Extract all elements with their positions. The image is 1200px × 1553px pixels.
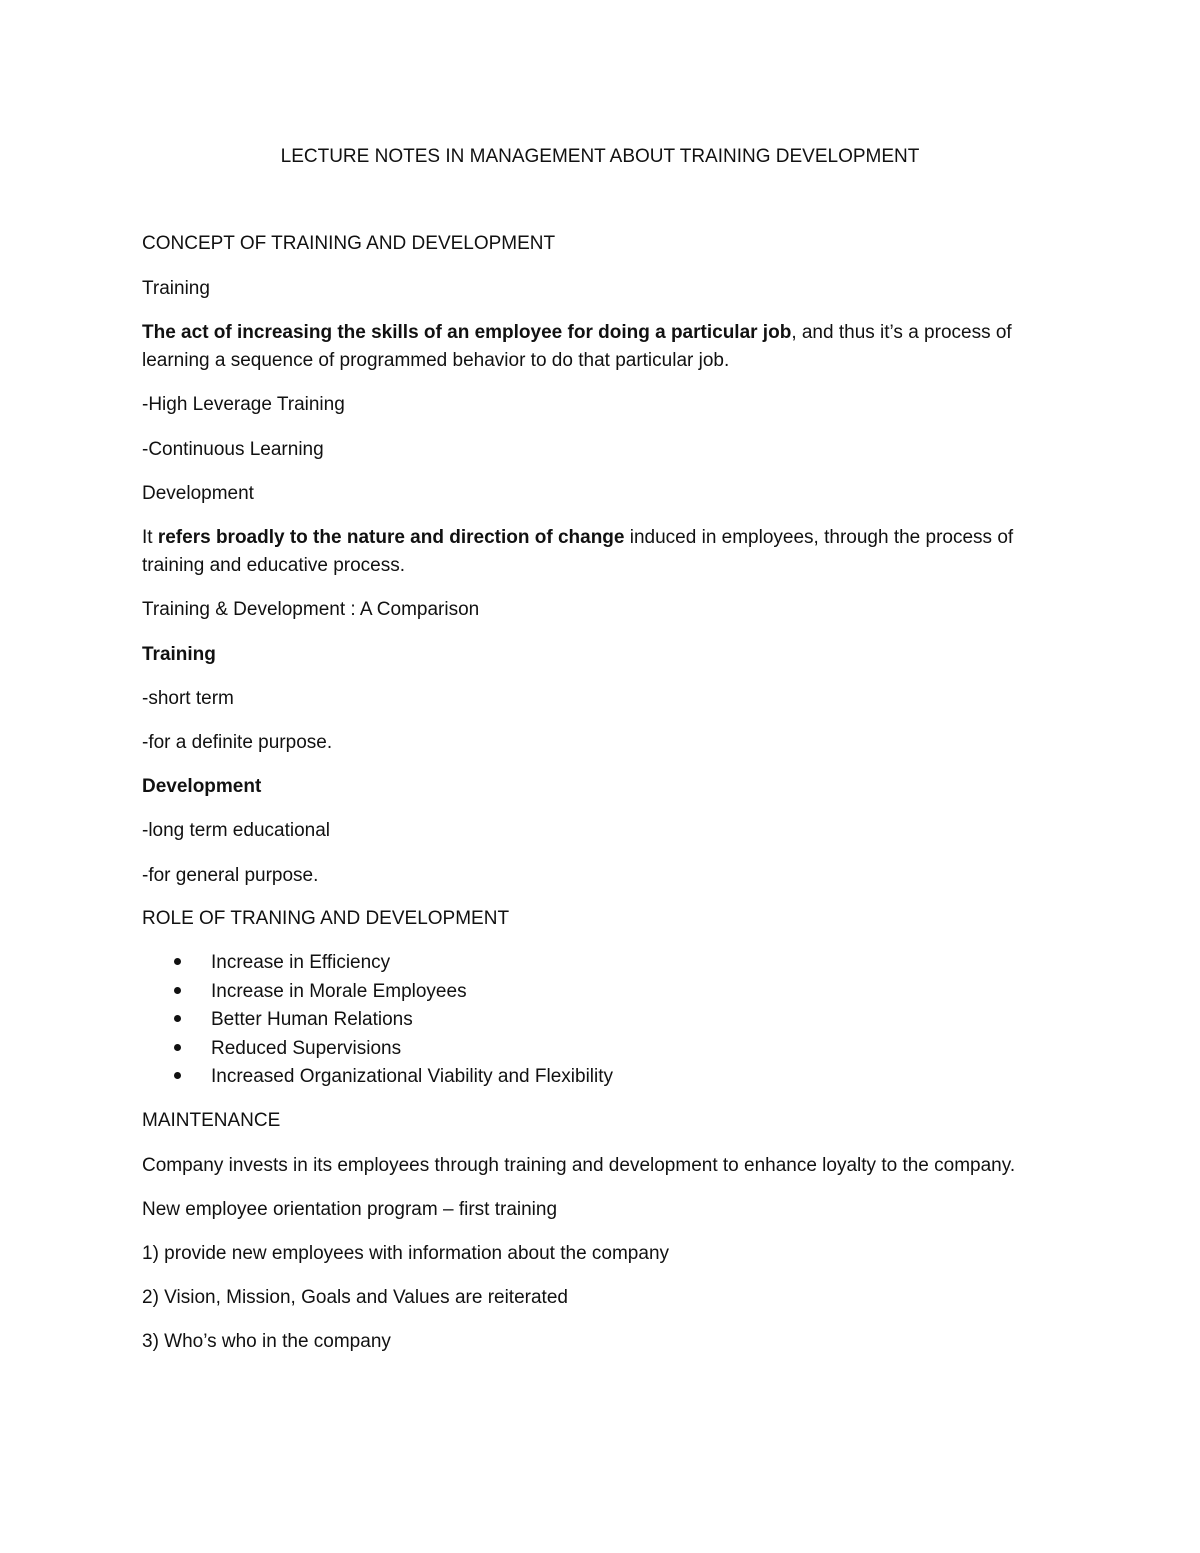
bullet-icon <box>174 1044 181 1051</box>
development-definition-bold: refers broadly to the nature and direction of change <box>157 527 625 548</box>
bullet-icon <box>174 958 181 965</box>
training-definition-bold: The act of increasing the skills of an employee for doing a particular job <box>142 322 792 343</box>
training-item: -Continuous Learning <box>142 439 324 460</box>
comparison-development-heading: Development <box>142 776 262 797</box>
maintenance-heading: MAINTENANCE <box>142 1110 281 1131</box>
training-definition-line-1 <box>142 321 1012 345</box>
development-definition-pre: It <box>142 527 158 548</box>
orientation-item: 3) Who’s who in the company <box>142 1331 391 1352</box>
comparison-training-item: -for a definite purpose. <box>142 732 333 753</box>
role-heading: ROLE OF TRANING AND DEVELOPMENT <box>142 908 510 929</box>
role-item: Increase in Morale Employees <box>211 981 467 1002</box>
training-definition-rest: , and thus it’s a process of <box>791 322 1012 343</box>
bullet-icon <box>174 1015 181 1022</box>
role-item: Increase in Efficiency <box>211 952 391 973</box>
role-item: Reduced Supervisions <box>211 1038 402 1059</box>
comparison-training-item: -short term <box>142 688 234 709</box>
training-definition-line-2: learning a sequence of programmed behavior to do that particular job. <box>142 350 730 371</box>
comparison-training-heading: Training <box>142 644 216 665</box>
comparison-heading: Training & Development : A Comparison <box>142 599 480 620</box>
orientation-item: 1) provide new employees with information about the company <box>142 1243 670 1264</box>
bullet-icon <box>174 1072 181 1079</box>
document-title: LECTURE NOTES IN MANAGEMENT ABOUT TRAINING DEVELOPMENT <box>280 146 920 167</box>
maintenance-text: Company invests in its employees through training and development to enhance loyalty to the company. <box>142 1155 1016 1176</box>
role-item: Increased Organizational Viability and Flexibility <box>211 1066 614 1087</box>
training-item: -High Leverage Training <box>142 394 345 415</box>
orientation-item: 2) Vision, Mission, Goals and Values are reiterated <box>142 1287 568 1308</box>
development-label: Development <box>142 483 254 504</box>
development-definition-line-2: training and educative process. <box>142 555 405 576</box>
training-label: Training <box>142 278 210 299</box>
development-definition-rest: induced in employees, through the process of <box>624 527 1014 548</box>
development-definition-line-1 <box>142 526 1013 550</box>
concept-heading: CONCEPT OF TRAINING AND DEVELOPMENT <box>142 233 556 254</box>
comparison-development-item: -for general purpose. <box>142 865 319 886</box>
bullet-icon <box>174 987 181 994</box>
comparison-development-item: -long term educational <box>142 820 330 841</box>
orientation-heading: New employee orientation program – first training <box>142 1199 558 1220</box>
role-item: Better Human Relations <box>211 1009 413 1030</box>
